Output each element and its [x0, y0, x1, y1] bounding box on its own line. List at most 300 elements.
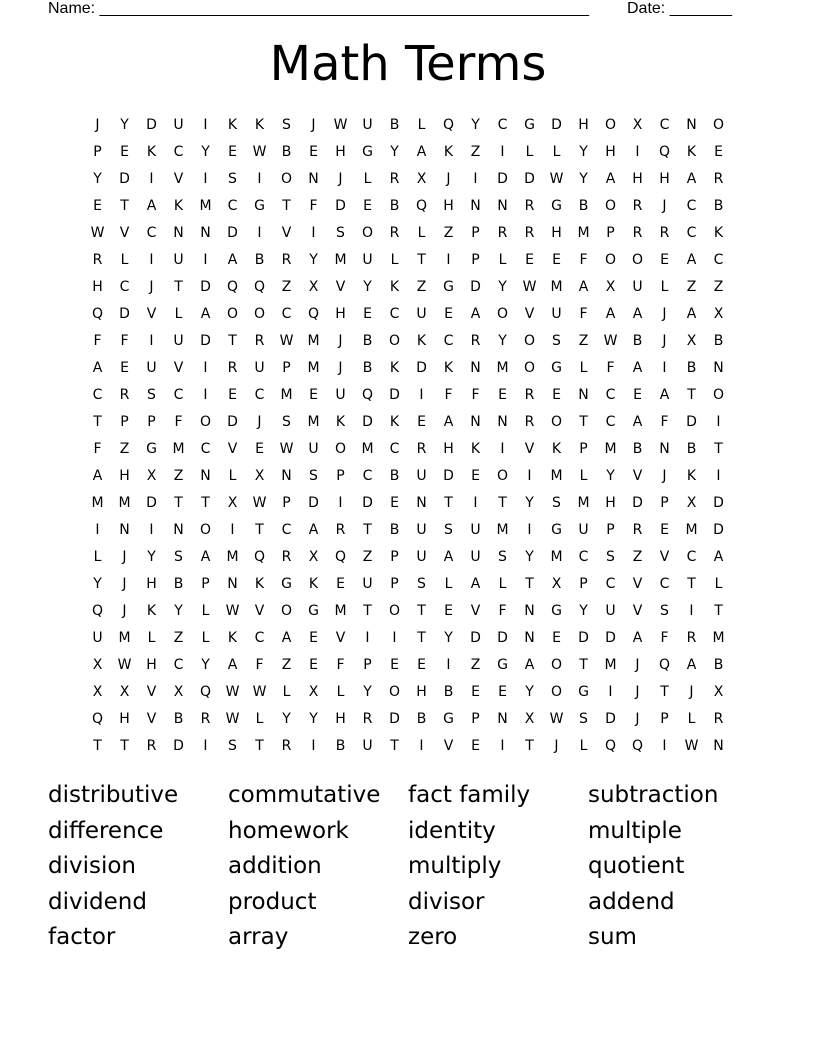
grid-letter: D	[497, 171, 508, 187]
grid-letter: E	[390, 657, 399, 673]
grid-letter: U	[416, 468, 427, 484]
grid-letter: U	[470, 522, 481, 538]
word-bank-item: product	[228, 888, 317, 915]
grid-letter: J	[635, 657, 640, 673]
grid-letter: V	[524, 306, 535, 322]
grid-letter: R	[659, 225, 670, 241]
word-search-grid	[84, 112, 732, 760]
grid-letter: K	[308, 576, 319, 592]
grid-letter: A	[443, 414, 454, 430]
grid-letter: J	[122, 603, 127, 619]
grid-letter: B	[578, 198, 589, 214]
grid-letter: C	[578, 549, 589, 565]
grid-letter: A	[524, 657, 535, 673]
grid-letter: I	[500, 738, 505, 754]
grid-letter: D	[524, 171, 535, 187]
grid-letter: T	[660, 684, 669, 700]
grid-letter: N	[524, 630, 535, 646]
grid-letter: V	[524, 441, 535, 457]
grid-letter: N	[470, 360, 481, 376]
grid-letter: Y	[120, 117, 129, 133]
grid-letter: A	[632, 306, 643, 322]
grid-letter: G	[551, 360, 562, 376]
grid-letter: I	[716, 414, 721, 430]
grid-letter: E	[336, 576, 345, 592]
grid-letter: E	[309, 657, 318, 673]
grid-letter: W	[117, 657, 132, 673]
grid-letter: C	[686, 225, 697, 241]
grid-letter: R	[524, 198, 535, 214]
grid-letter: M	[550, 279, 563, 295]
grid-letter: R	[524, 225, 535, 241]
grid-letter: D	[605, 711, 616, 727]
grid-letter: Y	[390, 144, 399, 160]
grid-letter: H	[605, 144, 616, 160]
grid-letter: T	[174, 495, 183, 511]
grid-letter: I	[635, 144, 640, 160]
grid-letter: H	[119, 468, 130, 484]
grid-letter: V	[632, 576, 643, 592]
grid-letter: E	[525, 252, 534, 268]
grid-letter: G	[578, 684, 589, 700]
grid-letter: G	[443, 711, 454, 727]
grid-row	[84, 625, 732, 652]
grid-letter: I	[419, 738, 424, 754]
grid-letter: H	[335, 306, 346, 322]
date-field-label: Date: _______	[627, 0, 732, 17]
grid-letter: N	[173, 522, 184, 538]
grid-letter: Q	[91, 711, 104, 727]
grid-letter: A	[686, 252, 697, 268]
grid-letter: K	[713, 225, 724, 241]
grid-letter: J	[662, 333, 667, 349]
grid-letter: O	[253, 306, 266, 322]
grid-letter: N	[470, 198, 481, 214]
grid-letter: E	[471, 468, 480, 484]
grid-letter: O	[712, 387, 725, 403]
grid-letter: I	[203, 117, 208, 133]
grid-letter: G	[497, 657, 508, 673]
grid-letter: R	[713, 171, 724, 187]
grid-letter: P	[390, 576, 399, 592]
grid-letter: P	[471, 252, 480, 268]
grid-letter: B	[686, 360, 697, 376]
grid-letter: W	[252, 144, 267, 160]
grid-letter: C	[173, 657, 184, 673]
grid-letter: A	[713, 549, 724, 565]
grid-letter: I	[689, 603, 694, 619]
grid-letter: F	[174, 414, 183, 430]
grid-letter: U	[173, 117, 184, 133]
grid-letter: D	[389, 387, 400, 403]
grid-letter: D	[713, 495, 724, 511]
grid-letter: R	[524, 414, 535, 430]
grid-letter: D	[551, 117, 562, 133]
grid-letter: S	[147, 387, 156, 403]
grid-letter: O	[388, 333, 401, 349]
grid-letter: Z	[173, 630, 184, 646]
grid-letter: B	[281, 144, 292, 160]
grid-letter: W	[549, 171, 564, 187]
grid-letter: O	[550, 684, 563, 700]
grid-letter: R	[281, 252, 292, 268]
grid-letter: P	[471, 711, 480, 727]
grid-letter: O	[604, 252, 617, 268]
grid-letter: Z	[443, 225, 454, 241]
grid-letter: S	[228, 171, 237, 187]
grid-letter: I	[149, 333, 154, 349]
grid-row	[84, 301, 732, 328]
grid-letter: I	[716, 468, 721, 484]
grid-letter: B	[389, 198, 400, 214]
grid-letter: X	[713, 306, 724, 322]
grid-letter: K	[254, 117, 265, 133]
grid-letter: R	[713, 711, 724, 727]
grid-letter: Z	[470, 657, 481, 673]
grid-row	[84, 679, 732, 706]
grid-letter: Y	[201, 657, 210, 673]
word-bank-item: multiply	[408, 853, 502, 879]
grid-letter: V	[119, 225, 130, 241]
grid-letter: C	[227, 198, 238, 214]
grid-letter: S	[444, 522, 453, 538]
grid-letter: X	[119, 684, 130, 700]
grid-letter: M	[361, 441, 374, 457]
grid-letter: B	[713, 198, 724, 214]
grid-letter: R	[254, 333, 265, 349]
grid-letter: U	[362, 576, 373, 592]
grid-letter: Z	[362, 549, 373, 565]
grid-letter: F	[498, 603, 507, 619]
grid-letter: K	[389, 279, 400, 295]
grid-letter: Y	[579, 603, 588, 619]
grid-letter: L	[498, 576, 507, 592]
grid-letter: M	[496, 522, 509, 538]
grid-letter: K	[227, 117, 238, 133]
grid-row	[84, 247, 732, 274]
grid-letter: M	[685, 522, 698, 538]
grid-letter: A	[200, 306, 211, 322]
grid-letter: C	[281, 306, 292, 322]
grid-letter: D	[119, 171, 130, 187]
grid-row	[84, 166, 732, 193]
grid-letter: K	[686, 144, 697, 160]
grid-letter: R	[146, 738, 157, 754]
grid-letter: B	[254, 252, 265, 268]
grid-letter: E	[633, 387, 642, 403]
grid-letter: O	[604, 117, 617, 133]
grid-letter: W	[252, 684, 267, 700]
grid-letter: M	[118, 495, 131, 511]
grid-letter: Q	[631, 738, 644, 754]
grid-letter: E	[660, 522, 669, 538]
grid-row	[84, 328, 732, 355]
grid-letter: L	[201, 630, 210, 646]
grid-letter: Q	[253, 279, 266, 295]
grid-letter: Y	[444, 630, 453, 646]
grid-letter: I	[311, 225, 316, 241]
grid-letter: G	[308, 603, 319, 619]
grid-letter: L	[120, 252, 129, 268]
grid-letter: I	[203, 387, 208, 403]
grid-letter: M	[577, 495, 590, 511]
grid-letter: H	[335, 144, 346, 160]
grid-letter: R	[281, 549, 292, 565]
grid-letter: E	[120, 360, 129, 376]
grid-letter: X	[416, 171, 427, 187]
grid-letter: D	[578, 630, 589, 646]
grid-letter: Y	[93, 171, 102, 187]
grid-letter: F	[93, 441, 102, 457]
word-bank-item: commutative	[228, 782, 381, 808]
grid-row	[84, 220, 732, 247]
grid-letter: L	[147, 630, 156, 646]
grid-letter: D	[470, 630, 481, 646]
grid-letter: A	[92, 360, 103, 376]
grid-letter: U	[632, 279, 643, 295]
grid-letter: X	[173, 684, 184, 700]
grid-letter: N	[119, 522, 130, 538]
grid-letter: S	[282, 117, 291, 133]
grid-letter: A	[659, 387, 670, 403]
grid-letter: F	[336, 657, 345, 673]
grid-letter: Z	[470, 144, 481, 160]
grid-row	[84, 706, 732, 733]
grid-letter: N	[497, 198, 508, 214]
grid-letter: S	[660, 603, 669, 619]
grid-letter: O	[280, 171, 293, 187]
grid-letter: W	[252, 495, 267, 511]
grid-letter: I	[230, 522, 235, 538]
grid-letter: I	[203, 171, 208, 187]
grid-letter: W	[549, 711, 564, 727]
grid-letter: A	[227, 252, 238, 268]
grid-letter: U	[578, 522, 589, 538]
grid-letter: A	[470, 306, 481, 322]
grid-letter: V	[659, 549, 670, 565]
grid-letter: B	[362, 360, 373, 376]
grid-letter: Y	[579, 171, 588, 187]
grid-row	[84, 409, 732, 436]
grid-letter: S	[606, 549, 615, 565]
grid-letter: N	[713, 738, 724, 754]
grid-letter: C	[389, 441, 400, 457]
page-title: Math Terms	[269, 36, 547, 92]
grid-letter: I	[392, 630, 397, 646]
grid-letter: K	[146, 144, 157, 160]
grid-letter: M	[307, 333, 320, 349]
grid-letter: K	[146, 603, 157, 619]
grid-letter: U	[470, 549, 481, 565]
grid-letter: U	[92, 630, 103, 646]
grid-letter: U	[173, 333, 184, 349]
grid-letter: Y	[174, 603, 183, 619]
grid-letter: N	[713, 360, 724, 376]
grid-letter: B	[686, 441, 697, 457]
grid-letter: N	[524, 603, 535, 619]
grid-letter: Q	[253, 549, 266, 565]
grid-letter: A	[632, 414, 643, 430]
grid-letter: K	[254, 576, 265, 592]
grid-letter: O	[361, 225, 374, 241]
grid-row	[84, 436, 732, 463]
grid-letter: I	[473, 171, 478, 187]
grid-letter: P	[471, 225, 480, 241]
grid-letter: E	[309, 387, 318, 403]
grid-letter: U	[605, 603, 616, 619]
grid-letter: X	[632, 117, 643, 133]
grid-letter: E	[228, 144, 237, 160]
grid-letter: H	[416, 684, 427, 700]
grid-letter: S	[336, 225, 345, 241]
grid-letter: R	[335, 522, 346, 538]
grid-letter: F	[606, 360, 615, 376]
grid-letter: Q	[442, 117, 455, 133]
grid-letter: F	[444, 387, 453, 403]
grid-letter: U	[362, 738, 373, 754]
grid-letter: M	[334, 252, 347, 268]
grid-letter: X	[227, 495, 238, 511]
grid-letter: P	[579, 441, 588, 457]
grid-letter: L	[525, 144, 534, 160]
grid-letter: I	[419, 387, 424, 403]
grid-letter: D	[416, 360, 427, 376]
grid-letter: T	[120, 738, 129, 754]
word-bank-item: identity	[408, 817, 496, 844]
grid-letter: W	[522, 279, 537, 295]
grid-letter: C	[92, 387, 103, 403]
grid-letter: V	[443, 738, 454, 754]
grid-letter: J	[95, 117, 100, 133]
grid-letter: Y	[525, 549, 534, 565]
grid-letter: I	[500, 144, 505, 160]
grid-letter: K	[335, 414, 346, 430]
grid-letter: P	[147, 414, 156, 430]
grid-letter: E	[417, 414, 426, 430]
grid-letter: G	[524, 117, 535, 133]
grid-letter: U	[362, 252, 373, 268]
grid-letter: B	[173, 711, 184, 727]
grid-letter: O	[388, 684, 401, 700]
grid-letter: O	[631, 252, 644, 268]
grid-letter: L	[579, 360, 588, 376]
grid-letter: S	[552, 495, 561, 511]
grid-letter: J	[122, 549, 127, 565]
grid-letter: B	[713, 333, 724, 349]
grid-letter: F	[660, 414, 669, 430]
word-bank-item: multiple	[588, 817, 682, 844]
grid-letter: Y	[147, 549, 156, 565]
grid-letter: O	[712, 117, 725, 133]
grid-letter: U	[308, 441, 319, 457]
grid-letter: A	[686, 171, 697, 187]
grid-letter: K	[443, 144, 454, 160]
grid-letter: Y	[606, 468, 615, 484]
grid-letter: H	[551, 225, 562, 241]
grid-letter: V	[335, 279, 346, 295]
grid-letter: O	[550, 414, 563, 430]
grid-letter: R	[416, 441, 427, 457]
grid-letter: V	[632, 603, 643, 619]
word-bank-item: subtraction	[588, 782, 719, 808]
grid-letter: M	[307, 360, 320, 376]
grid-letter: V	[146, 306, 157, 322]
grid-letter: E	[471, 684, 480, 700]
grid-letter: V	[146, 711, 157, 727]
grid-letter: E	[363, 198, 372, 214]
grid-letter: X	[605, 279, 616, 295]
grid-letter: E	[363, 306, 372, 322]
grid-letter: Y	[309, 711, 318, 727]
grid-letter: X	[308, 684, 319, 700]
grid-letter: X	[254, 468, 265, 484]
grid-letter: C	[686, 549, 697, 565]
grid-letter: J	[149, 279, 154, 295]
grid-letter: A	[686, 306, 697, 322]
grid-letter: E	[417, 657, 426, 673]
grid-letter: T	[201, 495, 210, 511]
grid-letter: A	[308, 522, 319, 538]
grid-letter: S	[228, 738, 237, 754]
grid-letter: R	[632, 225, 643, 241]
grid-letter: L	[552, 144, 561, 160]
grid-letter: C	[254, 387, 265, 403]
grid-letter: Y	[471, 117, 480, 133]
grid-letter: D	[470, 279, 481, 295]
grid-letter: T	[363, 603, 372, 619]
grid-row	[84, 733, 732, 760]
grid-letter: W	[603, 333, 618, 349]
grid-letter: L	[282, 684, 291, 700]
grid-letter: O	[199, 414, 212, 430]
grid-letter: T	[687, 576, 696, 592]
grid-letter: R	[227, 360, 238, 376]
grid-letter: L	[714, 576, 723, 592]
grid-letter: K	[389, 360, 400, 376]
grid-letter: G	[146, 441, 157, 457]
grid-letter: V	[173, 360, 184, 376]
grid-letter: P	[606, 225, 615, 241]
grid-letter: M	[91, 495, 104, 511]
grid-letter: S	[282, 414, 291, 430]
grid-letter: E	[498, 684, 507, 700]
grid-letter: M	[334, 603, 347, 619]
grid-letter: B	[389, 468, 400, 484]
grid-letter: A	[632, 360, 643, 376]
grid-letter: A	[686, 657, 697, 673]
grid-letter: I	[608, 684, 613, 700]
grid-letter: X	[686, 495, 697, 511]
grid-letter: J	[635, 711, 640, 727]
grid-letter: C	[119, 279, 130, 295]
grid-letter: H	[146, 657, 157, 673]
grid-letter: N	[686, 117, 697, 133]
grid-letter: D	[362, 414, 373, 430]
grid-row	[84, 355, 732, 382]
grid-letter: R	[281, 738, 292, 754]
grid-letter: K	[551, 441, 562, 457]
grid-letter: A	[416, 144, 427, 160]
grid-letter: V	[173, 171, 184, 187]
grid-letter: J	[338, 171, 343, 187]
grid-letter: Q	[415, 198, 428, 214]
grid-letter: V	[632, 468, 643, 484]
grid-letter: Y	[93, 576, 102, 592]
grid-letter: I	[662, 738, 667, 754]
grid-letter: Q	[226, 279, 239, 295]
grid-row	[84, 193, 732, 220]
grid-letter: G	[281, 576, 292, 592]
